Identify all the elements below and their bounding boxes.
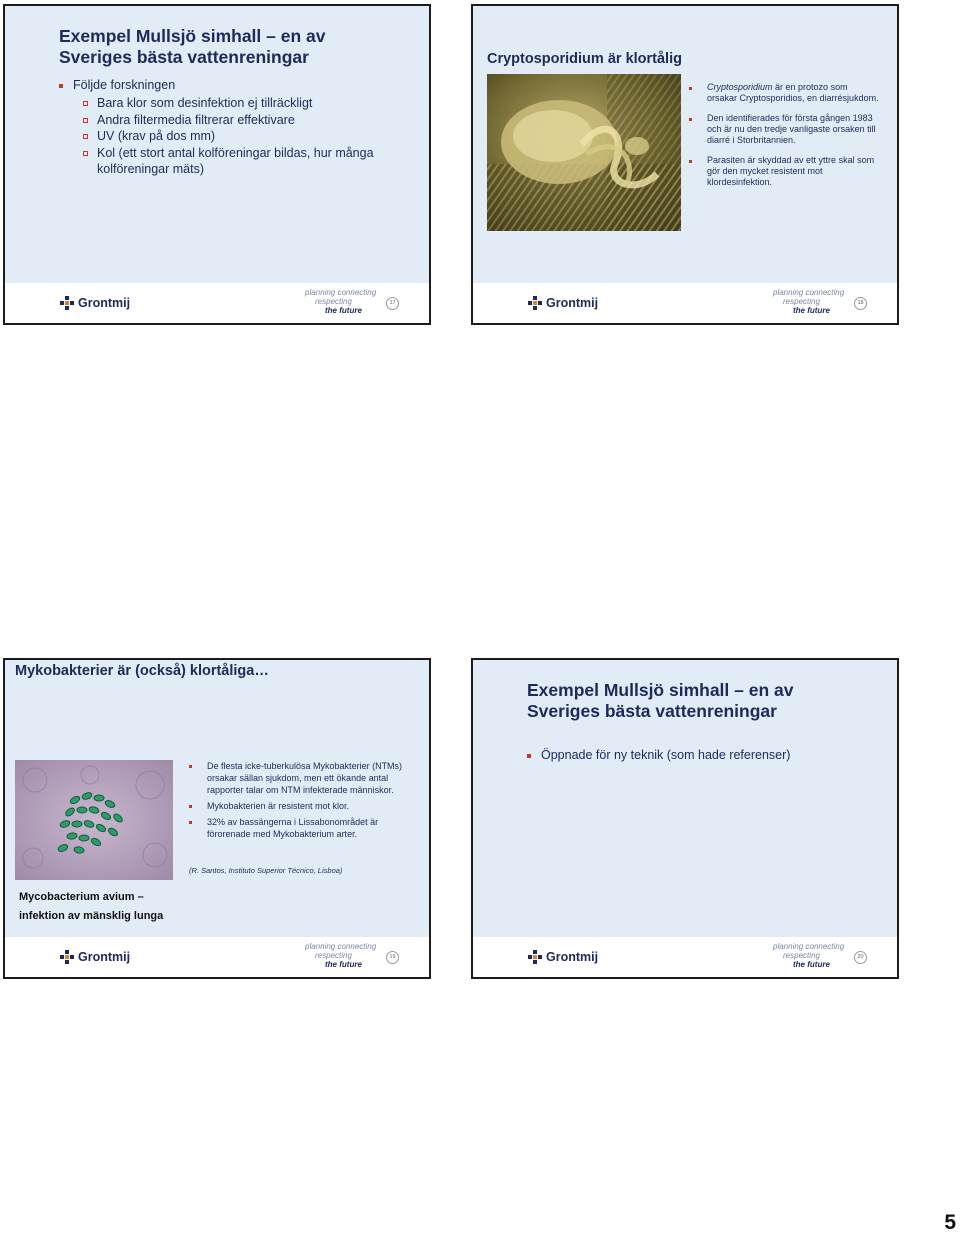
bullet-text: är en protozo som orsakar Cryptosporidios, en diarrésjukdom. <box>707 82 879 103</box>
slide-number: 20 <box>854 951 867 964</box>
bullet-item <box>527 748 790 762</box>
slide-title-line: Sveriges bästa vattenreningar <box>59 47 309 67</box>
cryptosporidium-image <box>487 74 681 231</box>
brand-name: Grontmij <box>78 296 131 310</box>
bullet-icon <box>689 87 692 90</box>
grontmij-logo-icon <box>60 950 74 964</box>
bullet-italic-text: Cryptosporidium <box>707 82 773 92</box>
square-bullet-icon <box>83 151 88 156</box>
tagline-line: planning connecting <box>305 288 377 297</box>
bullet-icon <box>189 805 192 808</box>
tagline-line: the future <box>325 306 362 315</box>
tagline-line: respecting <box>315 951 352 960</box>
slide-number: 17 <box>386 297 399 310</box>
slide-title <box>527 680 794 722</box>
grontmij-logo <box>528 296 598 310</box>
sub-bullet-text: UV (krav på dos mm) <box>97 129 216 143</box>
brand-name: Grontmij <box>546 950 599 964</box>
sub-bullet-item <box>83 145 397 178</box>
sub-bullet-text: Bara klor som desinfektion ej tillräckligt <box>97 96 313 110</box>
slide-footer <box>473 937 897 977</box>
tagline <box>773 288 844 315</box>
slide-19 <box>3 658 431 979</box>
slide-body <box>5 660 429 937</box>
grontmij-logo-icon <box>60 296 74 310</box>
sub-bullet-item <box>83 95 397 112</box>
tagline <box>773 942 844 969</box>
bullet-item <box>689 155 879 188</box>
tagline-line: the future <box>325 960 362 969</box>
sub-bullet-item <box>83 128 397 145</box>
bullet-list <box>689 82 879 197</box>
bullet-item <box>689 82 879 104</box>
page-number: 5 <box>944 1211 956 1234</box>
sub-bullet-text: Kol (ett stort antal kolföreningar bildas, hur många kolföreningar mäts) <box>97 145 374 176</box>
slide-footer <box>473 283 897 323</box>
square-bullet-icon <box>83 101 88 106</box>
bullet-icon <box>527 754 531 758</box>
square-bullet-icon <box>83 118 88 123</box>
tagline-line: the future <box>793 960 830 969</box>
grontmij-logo-icon <box>528 950 542 964</box>
slide-17 <box>3 4 431 325</box>
tagline <box>305 942 376 969</box>
bullet-item <box>189 816 409 840</box>
bullet-item <box>189 760 409 796</box>
bullet-icon <box>59 84 63 88</box>
bullet-text: De flesta icke-tuberkulösa Mykobakterier (NTMs) orsakar sällan sjukdom, men ett ökande antal rapporter talar om NTM infekterade människor. <box>207 761 403 795</box>
slide-title <box>59 26 326 68</box>
bullet-text: Följde forskningen <box>73 78 176 92</box>
source-citation: (R. Santos, Instituto Superior Técnico, Lisboa) <box>189 866 343 875</box>
bullet-text: Öppnade för ny teknik (som hade referenser) <box>541 748 791 762</box>
tagline-line: the future <box>793 306 830 315</box>
caption-line: infektion av mänsklig lunga <box>19 910 164 922</box>
bullet-text: Mykobakterien är resistent mot klor. <box>207 801 350 811</box>
tagline-line: respecting <box>783 297 820 306</box>
grontmij-logo <box>60 950 130 964</box>
bullet-item <box>189 800 409 812</box>
sub-bullet-list <box>83 95 397 178</box>
slide-20 <box>471 658 899 979</box>
bullet-text: Parasiten är skyddad av ett yttre skal som gör den mycket resistent mot klordesinfektion. <box>707 155 875 187</box>
slide-number: 19 <box>386 951 399 964</box>
slide-body <box>473 660 897 937</box>
slide-title: Cryptosporidium är klortålig <box>487 51 682 67</box>
square-bullet-icon <box>83 134 88 139</box>
tagline-line: respecting <box>315 297 352 306</box>
bullet-icon <box>189 821 192 824</box>
tagline-line: planning connecting <box>773 942 845 951</box>
slide-footer <box>5 937 429 977</box>
slide-body <box>473 6 897 283</box>
sub-bullet-item <box>83 112 397 129</box>
grontmij-logo-icon <box>528 296 542 310</box>
tagline-line: planning connecting <box>773 288 845 297</box>
bullet-item <box>689 113 879 146</box>
brand-name: Grontmij <box>78 950 131 964</box>
mycobacterium-image <box>15 760 173 880</box>
grontmij-logo <box>60 296 130 310</box>
bullet-icon <box>189 765 192 768</box>
slide-number: 18 <box>854 297 867 310</box>
slide-title: Mykobakterier är (också) klortåliga… <box>15 663 269 679</box>
tagline <box>305 288 376 315</box>
bullet-icon <box>689 160 692 163</box>
slide-title-line: Exempel Mullsjö simhall – en av <box>527 680 794 700</box>
slide-title-line: Exempel Mullsjö simhall – en av <box>59 26 326 46</box>
bullet-list <box>189 760 409 849</box>
slide-body <box>5 6 429 283</box>
brand-name: Grontmij <box>546 296 599 310</box>
tagline-line: respecting <box>783 951 820 960</box>
bullet-text: 32% av bassängerna i Lissabonområdet är förorenade med Mykobakterium arter. <box>207 817 379 839</box>
image-caption <box>19 888 163 926</box>
sub-bullet-text: Andra filtermedia filtrerar effektivare <box>97 112 295 127</box>
bullet-item <box>59 78 175 92</box>
bullet-text: Den identifierades för första gången 1983 och är nu den tredje vanligaste orsaken till diarré i Storbritannien. <box>707 113 876 145</box>
grontmij-logo <box>528 950 598 964</box>
slide-title-line: Sveriges bästa vattenreningar <box>527 701 777 721</box>
bullet-icon <box>689 118 692 121</box>
slide-18 <box>471 4 899 325</box>
tagline-line: planning connecting <box>305 942 377 951</box>
slide-footer <box>5 283 429 323</box>
caption-line: Mycobacterium avium – <box>19 891 144 903</box>
